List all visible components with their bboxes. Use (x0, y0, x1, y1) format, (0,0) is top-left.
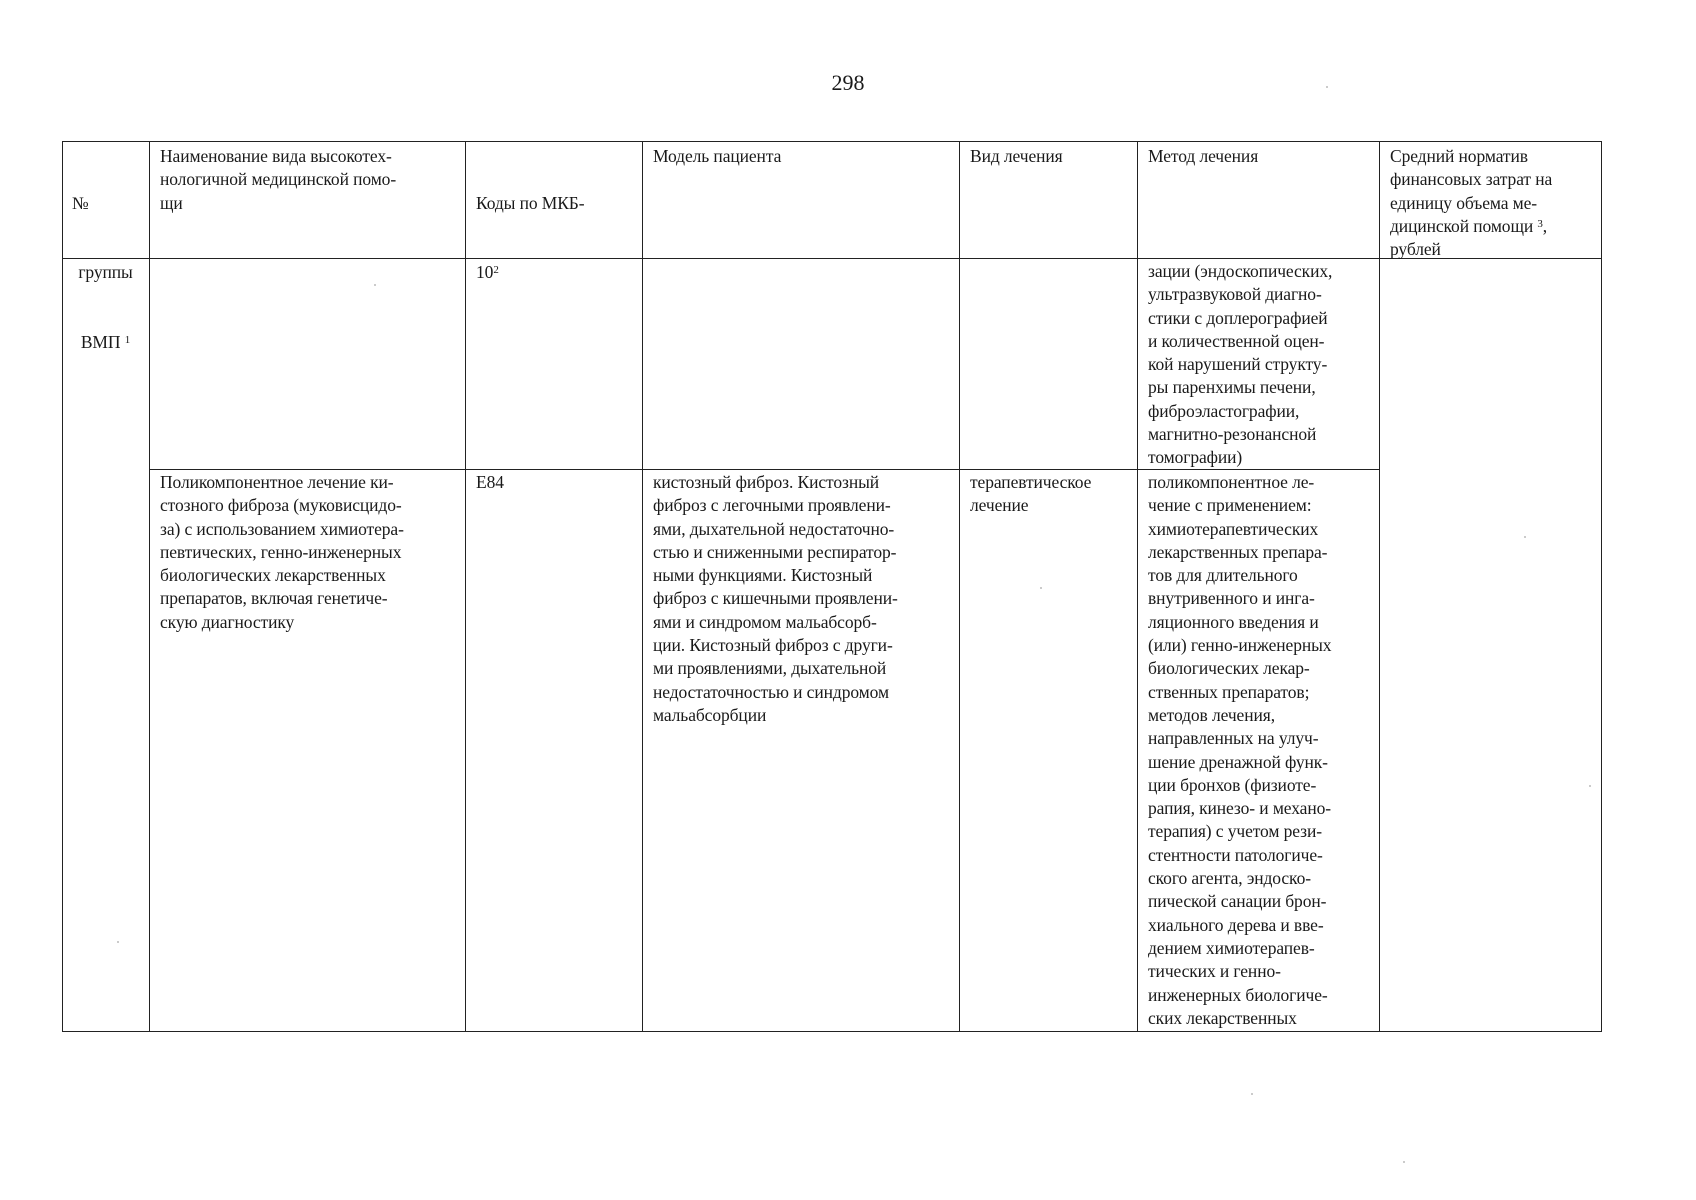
header-icd-codes-line2: 10 (476, 262, 494, 283)
col-divider-3 (642, 141, 643, 1032)
header-patient-model: Модель пациента (653, 146, 782, 166)
header-group-no (62, 145, 149, 378)
scan-speck (1326, 86, 1328, 88)
header-group-no-line1: № (72, 192, 89, 213)
col-divider-4 (959, 141, 960, 1032)
header-icd-codes (476, 145, 584, 308)
scan-speck (1251, 1093, 1253, 1095)
row-treatment-type: терапевтическое лечение (970, 472, 1092, 516)
header-group-no-line2: группы (78, 262, 133, 283)
scan-speck (1589, 785, 1591, 787)
header-group-no-line3: ВМП (80, 332, 121, 353)
header-treatment-type: Вид лечения (970, 146, 1063, 166)
row-vmp-name: Поликомпонентное лечение ки- стозного фиброза (муковисцидо- за) с использованием химиотера- певтических, генно-инженерных биологических лекарственных препаратов, включая генетиче- скую диагностику (160, 472, 404, 632)
header-icd-codes-line2-wrap (476, 261, 584, 284)
header-avg-cost-text: Средний норматив финансовых затрат на единицу объема ме- дицинской помощи (1390, 146, 1553, 236)
scan-speck (1524, 536, 1526, 538)
col-divider-1 (149, 141, 150, 1032)
table-right-border (1601, 141, 1602, 1032)
header-avg-cost-footnote: 3 (1537, 217, 1543, 230)
row-patient-model: кистозный фиброз. Кистозный фиброз с легочными проявлени- ями, дыхательной недостаточно- стью и сниженными респиратор- ными функциями. Кистозный фиброз с кишечными проявлени- ями и синдромом мальабсорб- ции. Кистозный фиброз с други- ми проявлениями, дыхательной недостаточностью и синдромом мальабсорбции (653, 472, 898, 725)
table-bottom-border (62, 1031, 1602, 1032)
header-bottom-border (62, 258, 1602, 259)
header-icd-codes-line1: Коды по МКБ- (476, 192, 585, 213)
scan-speck (1403, 1161, 1405, 1163)
header-treatment-method: Метод лечения (1148, 146, 1259, 166)
header-avg-cost-tail: , рублей (1390, 215, 1548, 260)
header-group-no-line3-wrap (62, 331, 149, 354)
col-divider-2 (465, 141, 466, 1032)
scan-speck (1040, 587, 1042, 589)
header-avg-cost (1390, 145, 1552, 261)
row-icd-codes: E84 (476, 472, 504, 492)
col-divider-5 (1137, 141, 1138, 1032)
page-number: 298 (831, 70, 865, 95)
scan-speck (374, 284, 376, 286)
header-vmp-name: Наименование вида высокотех- нологичной медицинской помо- щи (160, 146, 397, 213)
table-top-border (62, 141, 1602, 142)
scan-speck (117, 941, 119, 943)
header-icd-codes-footnote: 2 (493, 264, 499, 277)
continuation-treatment-method: зации (эндоскопических, ультразвуковой диагно- стики с доплерографией и количественной оцен- кой нарушений структу- ры паренхимы печени, фиброэластографии, магнитно-резонансной томографии) (1148, 261, 1333, 468)
header-group-no-footnote: 1 (124, 334, 131, 347)
row-treatment-method: поликомпонентное ле- чение с применением: химиотерапевтических лекарственных препара- тов для длительного внутривенного и инга- ляционного введения и (или) генно-инженерных биологических лекар- ственных препаратов; методов лечения, направленных на улуч- шение дренажной функ- ции бронхов (физиоте- рапия, кинезо- и механо- терапия) с учетом рези- стентности патологиче- ского агента, эндоско- пической санации брон- хиального дерева и вве- дением химиотерапев- тических и генно- инженерных биологиче- ских лекарственных (1148, 472, 1332, 1028)
col-divider-6 (1379, 141, 1380, 1032)
